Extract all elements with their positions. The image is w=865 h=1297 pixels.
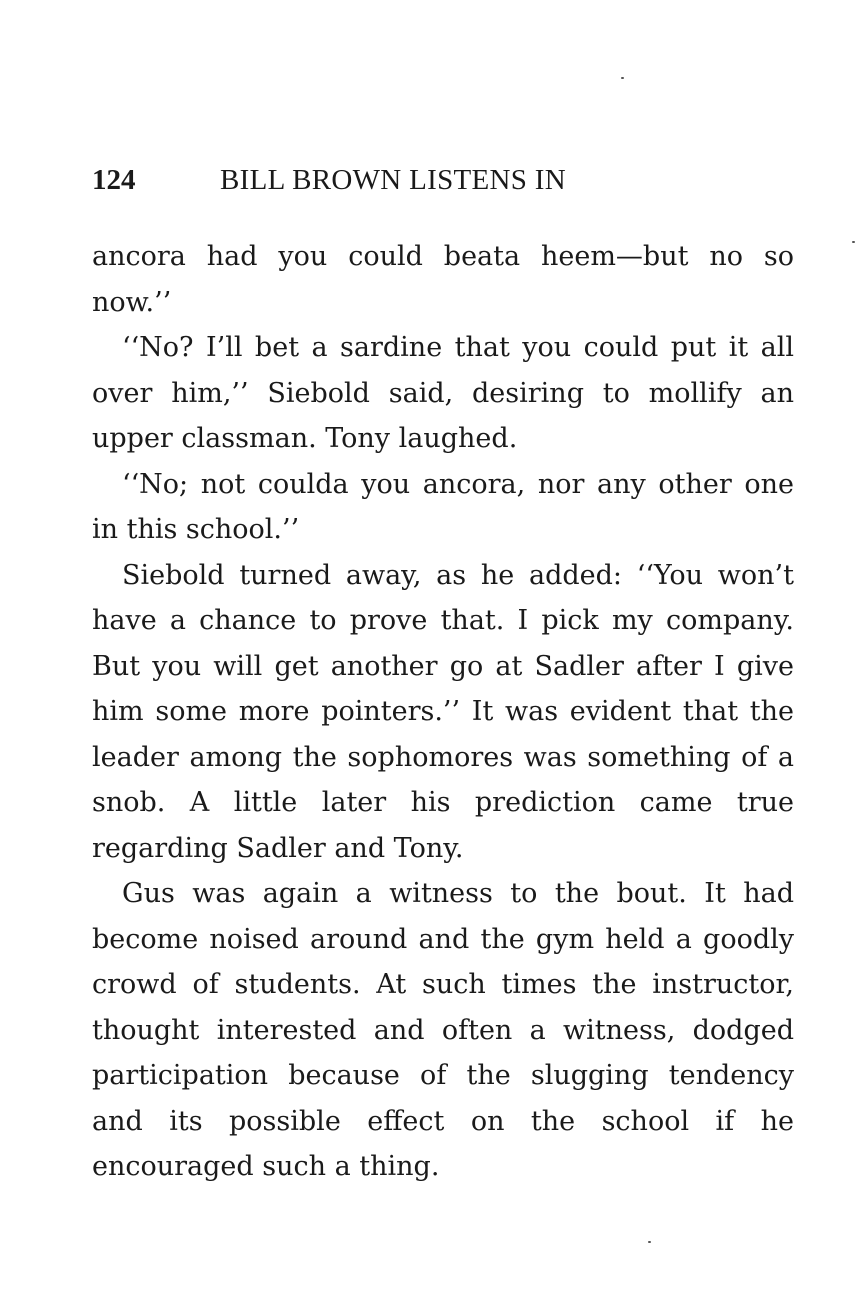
print-speck bbox=[621, 77, 624, 79]
running-head bbox=[92, 158, 792, 202]
paragraph: ‘‘No; not coulda you ancora, nor any other one in this school.’’ bbox=[92, 468, 794, 545]
paragraph-continuation: ancora had you could beata heem—but no so now.’’ bbox=[92, 241, 794, 318]
print-speck bbox=[852, 241, 855, 243]
print-speck bbox=[648, 1241, 651, 1243]
body-text bbox=[92, 234, 794, 1190]
book-title: BILL BROWN LISTENS IN bbox=[220, 164, 566, 196]
page-number: 124 bbox=[92, 164, 136, 196]
paragraph: Gus was again a witness to the bout. It had become noised around and the gym held a goodly crowd of students. At such times the instructor, thought interested and often a witness, dodged participation because of the slugging tendency and its possible effect on the school if he encouraged such a thing. bbox=[92, 878, 794, 1182]
paragraph: Siebold turned away, as he added: ‘‘You won’t have a chance to prove that. I pick my company. But you will get another go at Sadler after I give him some more pointers.’’ It was evident that the leader among the sophomores was something of a snob. A little later his prediction came true regarding Sadler and Tony. bbox=[92, 559, 794, 864]
paragraph: ‘‘No? I’ll bet a sardine that you could put it all over him,’’ Siebold said, desiring to mollify an upper classman. Tony laughed. bbox=[92, 332, 794, 454]
